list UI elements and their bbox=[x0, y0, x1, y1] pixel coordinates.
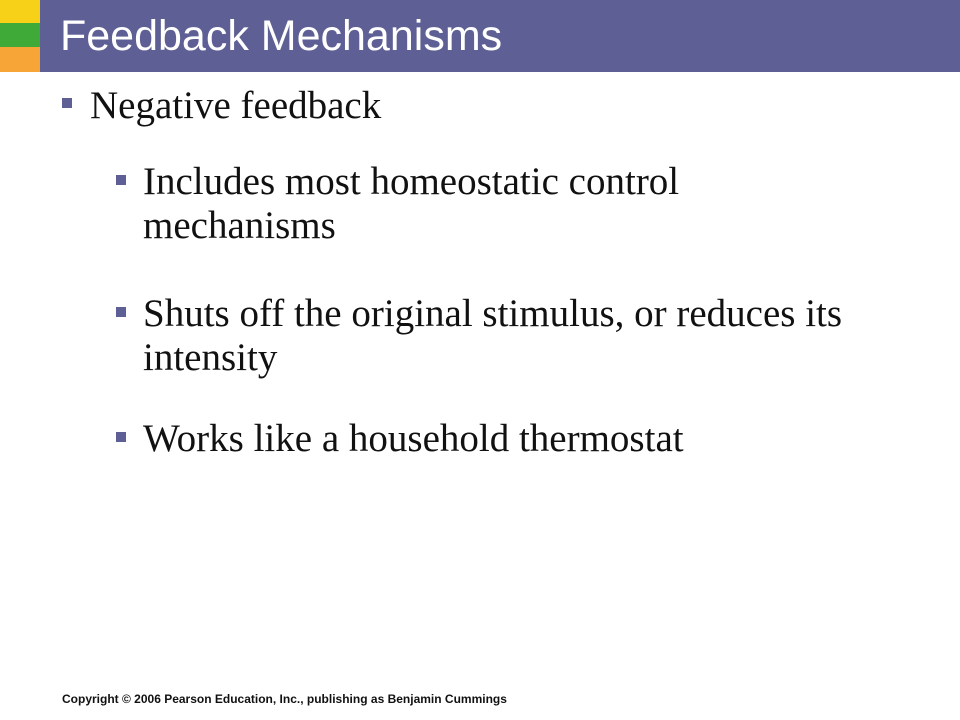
square-bullet-icon bbox=[116, 307, 126, 317]
sub-bullet: Includes most homeostatic control mechanisms bbox=[143, 160, 680, 247]
square-bullet-icon bbox=[62, 98, 72, 108]
square-bullet-icon bbox=[116, 432, 126, 442]
main-bullet: Negative feedback bbox=[90, 84, 382, 127]
sub-bullet: Works like a household thermostat bbox=[143, 417, 684, 460]
accent-bar-orange bbox=[0, 47, 40, 72]
square-bullet-icon bbox=[116, 175, 126, 185]
slide-title: Feedback Mechanisms bbox=[60, 12, 503, 60]
sub-bullet: Shuts off the original stimulus, or reduces its intensity bbox=[143, 292, 843, 379]
copyright-footer: Copyright © 2006 Pearson Education, Inc., publishing as Benjamin Cummings bbox=[62, 692, 507, 706]
accent-bar-green bbox=[0, 23, 40, 47]
accent-bar-yellow bbox=[0, 0, 40, 23]
